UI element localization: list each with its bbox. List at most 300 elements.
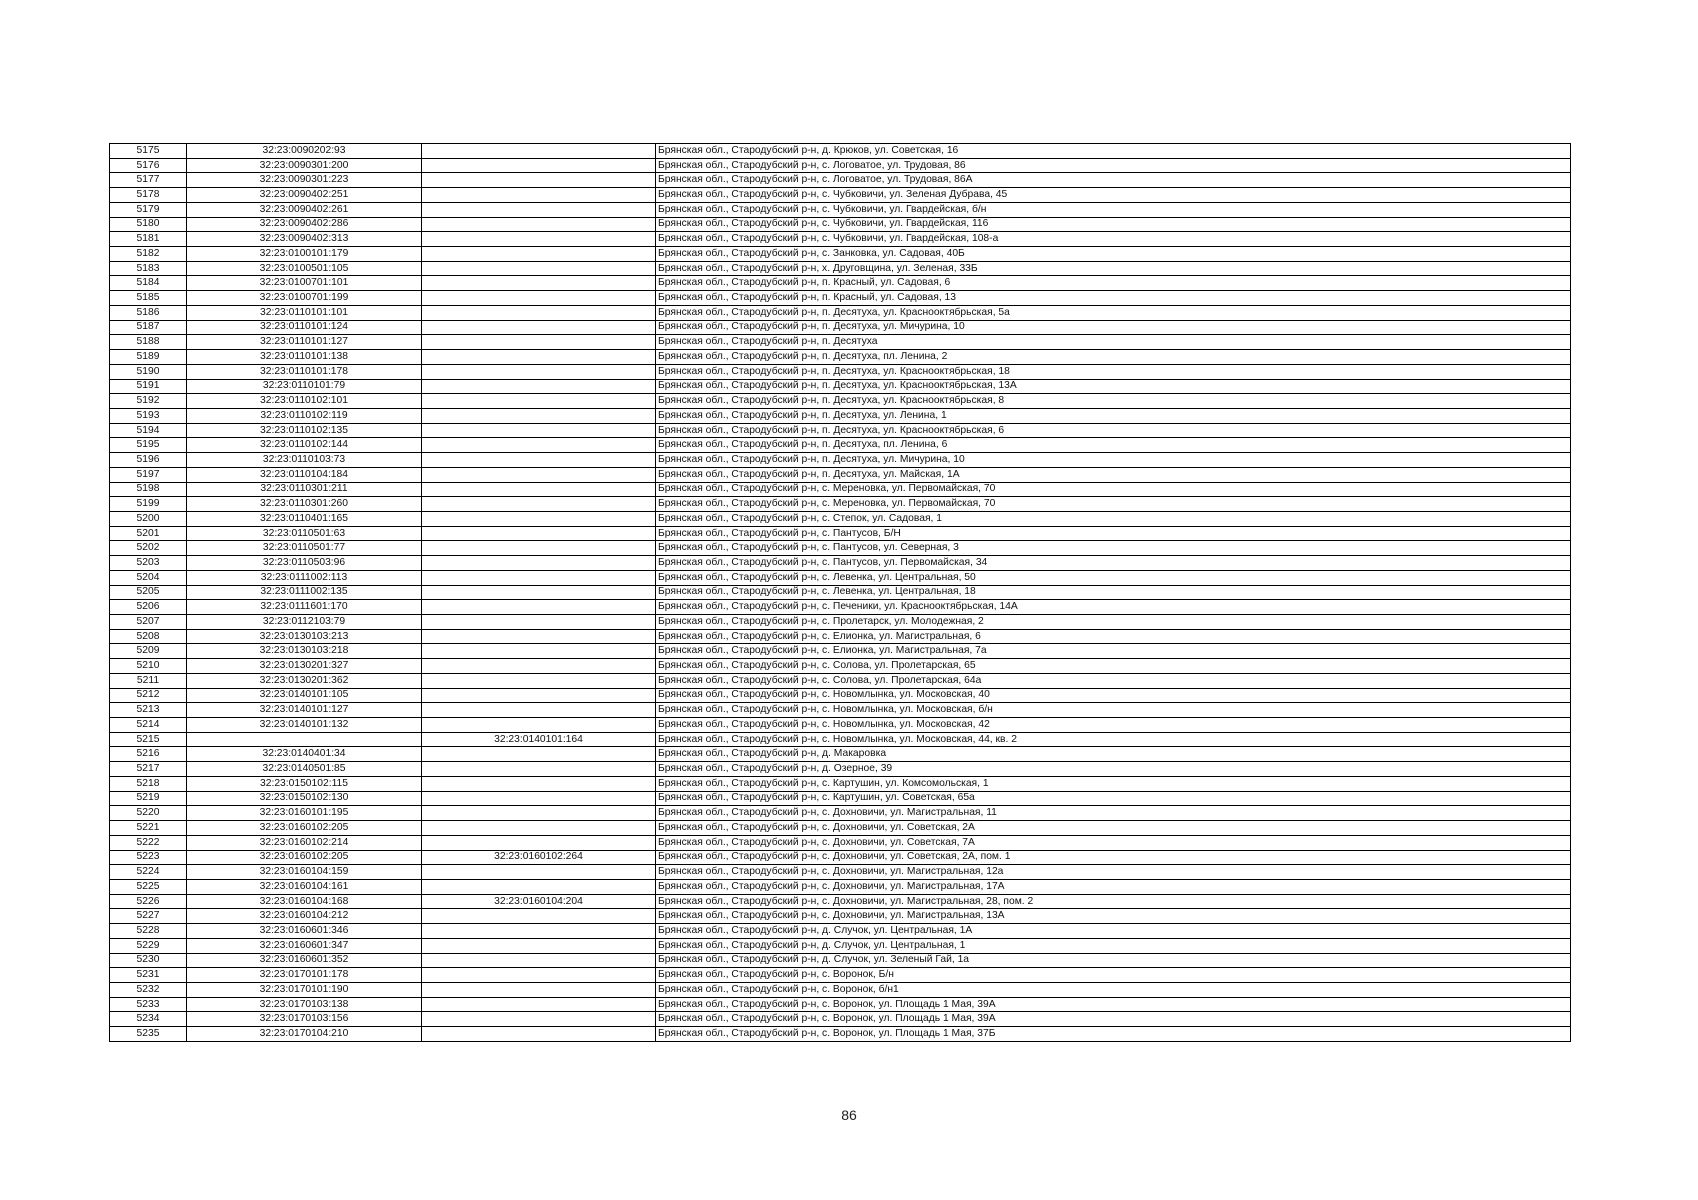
row-number-cell: 5213: [110, 703, 187, 718]
table-row: [110, 305, 1571, 320]
cadastral-number-cell: 32:23:0100101:179: [187, 247, 422, 262]
property-table: [109, 143, 1571, 1042]
table-row: [110, 247, 1571, 262]
row-number-cell: 5217: [110, 762, 187, 777]
room-cadastral-number-cell: [422, 188, 656, 203]
row-number-cell: 5223: [110, 850, 187, 865]
room-cadastral-number-cell: [422, 232, 656, 247]
row-number-cell: 5186: [110, 305, 187, 320]
row-number-cell: 5197: [110, 467, 187, 482]
table-row: [110, 953, 1571, 968]
row-number-cell: 5177: [110, 173, 187, 188]
table-row: [110, 335, 1571, 350]
address-cell: Брянская обл., Стародубский р-н, с. Новомлынка, ул. Московская, 42: [656, 718, 1571, 733]
row-number-cell: 5194: [110, 423, 187, 438]
row-number-cell: 5183: [110, 261, 187, 276]
row-number-cell: 5218: [110, 776, 187, 791]
table-row: [110, 835, 1571, 850]
row-number-cell: 5231: [110, 968, 187, 983]
table-row: [110, 379, 1571, 394]
cadastral-number-cell: 32:23:0090202:93: [187, 144, 422, 159]
table-row: [110, 688, 1571, 703]
room-cadastral-number-cell: [422, 865, 656, 880]
address-cell: Брянская обл., Стародубский р-н, с. Пантусов, ул. Северная, 3: [656, 541, 1571, 556]
row-number-cell: 5230: [110, 953, 187, 968]
cadastral-number-cell: 32:23:0140101:132: [187, 718, 422, 733]
row-number-cell: 5195: [110, 438, 187, 453]
row-number-cell: 5203: [110, 556, 187, 571]
room-cadastral-number-cell: [422, 644, 656, 659]
cadastral-number-cell: 32:23:0130103:218: [187, 644, 422, 659]
table-row: [110, 394, 1571, 409]
table-row: [110, 659, 1571, 674]
row-number-cell: 5191: [110, 379, 187, 394]
table-row: [110, 791, 1571, 806]
table-row: [110, 909, 1571, 924]
address-cell: Брянская обл., Стародубский р-н, с. Дохновичи, ул. Магистральная, 28, пом. 2: [656, 894, 1571, 909]
cadastral-number-cell: 32:23:0100701:101: [187, 276, 422, 291]
row-number-cell: 5228: [110, 924, 187, 939]
address-cell: Брянская обл., Стародубский р-н, п. Десятуха, ул. Краснооктябрьская, 8: [656, 394, 1571, 409]
address-cell: Брянская обл., Стародубский р-н, с. Печеники, ул. Краснооктябрьская, 14А: [656, 600, 1571, 615]
row-number-cell: 5225: [110, 879, 187, 894]
cadastral-number-cell: 32:23:0110301:260: [187, 497, 422, 512]
row-number-cell: 5211: [110, 673, 187, 688]
address-cell: Брянская обл., Стародубский р-н, п. Десятуха, пл. Ленина, 6: [656, 438, 1571, 453]
address-cell: Брянская обл., Стародубский р-н, с. Пантусов, Б/Н: [656, 526, 1571, 541]
room-cadastral-number-cell: [422, 247, 656, 262]
room-cadastral-number-cell: [422, 379, 656, 394]
room-cadastral-number-cell: [422, 806, 656, 821]
address-cell: Брянская обл., Стародубский р-н, с. Чубковичи, ул. Гвардейская, 108-а: [656, 232, 1571, 247]
cadastral-number-cell: 32:23:0160102:214: [187, 835, 422, 850]
table-row: [110, 762, 1571, 777]
address-cell: Брянская обл., Стародубский р-н, с. Картушин, ул. Комсомольская, 1: [656, 776, 1571, 791]
room-cadastral-number-cell: [422, 703, 656, 718]
cadastral-number-cell: 32:23:0160104:161: [187, 879, 422, 894]
address-cell: Брянская обл., Стародубский р-н, с. Воронок, ул. Площадь 1 Мая, 39А: [656, 1012, 1571, 1027]
table-row: [110, 1012, 1571, 1027]
address-cell: Брянская обл., Стародубский р-н, с. Дохновичи, ул. Магистральная, 13А: [656, 909, 1571, 924]
cadastral-number-cell: 32:23:0170103:138: [187, 997, 422, 1012]
cadastral-number-cell: 32:23:0160601:347: [187, 938, 422, 953]
address-cell: Брянская обл., Стародубский р-н, п. Десятуха, ул. Мичурина, 10: [656, 453, 1571, 468]
cadastral-number-cell: 32:23:0090301:200: [187, 158, 422, 173]
table-row: [110, 629, 1571, 644]
room-cadastral-number-cell: [422, 776, 656, 791]
room-cadastral-number-cell: [422, 938, 656, 953]
table-row: [110, 968, 1571, 983]
address-cell: Брянская обл., Стародубский р-н, д. Крюков, ул. Советская, 16: [656, 144, 1571, 159]
row-number-cell: 5175: [110, 144, 187, 159]
room-cadastral-number-cell: [422, 364, 656, 379]
cadastral-number-cell: 32:23:0111002:113: [187, 570, 422, 585]
address-cell: Брянская обл., Стародубский р-н, с. Левенка, ул. Центральная, 50: [656, 570, 1571, 585]
row-number-cell: 5176: [110, 158, 187, 173]
table-row: [110, 894, 1571, 909]
room-cadastral-number-cell: [422, 144, 656, 159]
cadastral-number-cell: 32:23:0110301:211: [187, 482, 422, 497]
cadastral-number-cell: 32:23:0160104:159: [187, 865, 422, 880]
cadastral-number-cell: 32:23:0160102:205: [187, 821, 422, 836]
cadastral-number-cell: 32:23:0111002:135: [187, 585, 422, 600]
cadastral-number-cell: 32:23:0110501:77: [187, 541, 422, 556]
room-cadastral-number-cell: [422, 217, 656, 232]
table-row: [110, 364, 1571, 379]
cadastral-number-cell: 32:23:0111601:170: [187, 600, 422, 615]
address-cell: Брянская обл., Стародубский р-н, с. Мереновка, ул. Первомайская, 70: [656, 497, 1571, 512]
row-number-cell: 5192: [110, 394, 187, 409]
address-cell: Брянская обл., Стародубский р-н, с. Новомлынка, ул. Московская, б/н: [656, 703, 1571, 718]
row-number-cell: 5226: [110, 894, 187, 909]
cadastral-number-cell: 32:23:0090402:251: [187, 188, 422, 203]
table-row: [110, 526, 1571, 541]
cadastral-number-cell: 32:23:0150102:115: [187, 776, 422, 791]
table-row: [110, 747, 1571, 762]
cadastral-number-cell: 32:23:0110101:124: [187, 320, 422, 335]
row-number-cell: 5189: [110, 350, 187, 365]
address-cell: Брянская обл., Стародубский р-н, с. Воронок, ул. Площадь 1 Мая, 39А: [656, 997, 1571, 1012]
table-row: [110, 703, 1571, 718]
cadastral-number-cell: 32:23:0170101:190: [187, 982, 422, 997]
row-number-cell: 5201: [110, 526, 187, 541]
row-number-cell: 5229: [110, 938, 187, 953]
table-row: [110, 497, 1571, 512]
table-row: [110, 556, 1571, 571]
address-cell: Брянская обл., Стародубский р-н, с. Логоватое, ул. Трудовая, 86А: [656, 173, 1571, 188]
room-cadastral-number-cell: [422, 718, 656, 733]
table-row: [110, 217, 1571, 232]
row-number-cell: 5221: [110, 821, 187, 836]
cadastral-number-cell: 32:23:0110501:63: [187, 526, 422, 541]
address-cell: Брянская обл., Стародубский р-н, п. Десятуха, ул. Мичурина, 10: [656, 320, 1571, 335]
room-cadastral-number-cell: [422, 394, 656, 409]
address-cell: Брянская обл., Стародубский р-н, с. Солова, ул. Пролетарская, 65: [656, 659, 1571, 674]
room-cadastral-number-cell: [422, 673, 656, 688]
address-cell: Брянская обл., Стародубский р-н, д. Случок, ул. Зеленый Гай, 1а: [656, 953, 1571, 968]
room-cadastral-number-cell: [422, 158, 656, 173]
table-row: [110, 144, 1571, 159]
table-row: [110, 320, 1571, 335]
cadastral-number-cell: 32:23:0170101:178: [187, 968, 422, 983]
room-cadastral-number-cell: [422, 953, 656, 968]
table-row: [110, 776, 1571, 791]
table-row: [110, 644, 1571, 659]
address-cell: Брянская обл., Стародубский р-н, х. Друговщина, ул. Зеленая, 33Б: [656, 261, 1571, 276]
table-row: [110, 1027, 1571, 1042]
address-cell: Брянская обл., Стародубский р-н, д. Случок, ул. Центральная, 1: [656, 938, 1571, 953]
table-row: [110, 718, 1571, 733]
row-number-cell: 5200: [110, 511, 187, 526]
room-cadastral-number-cell: [422, 335, 656, 350]
address-cell: Брянская обл., Стародубский р-н, п. Десятуха, ул. Краснооктябрьская, 13А: [656, 379, 1571, 394]
cadastral-number-cell: 32:23:0130103:213: [187, 629, 422, 644]
table-row: [110, 202, 1571, 217]
room-cadastral-number-cell: [422, 305, 656, 320]
room-cadastral-number-cell: [422, 570, 656, 585]
row-number-cell: 5185: [110, 291, 187, 306]
row-number-cell: 5206: [110, 600, 187, 615]
table-row: [110, 423, 1571, 438]
room-cadastral-number-cell: [422, 173, 656, 188]
address-cell: Брянская обл., Стародубский р-н, с. Солова, ул. Пролетарская, 64а: [656, 673, 1571, 688]
room-cadastral-number-cell: [422, 688, 656, 703]
cadastral-number-cell: 32:23:0110503:96: [187, 556, 422, 571]
cadastral-number-cell: 32:23:0110101:79: [187, 379, 422, 394]
room-cadastral-number-cell: [422, 982, 656, 997]
address-cell: Брянская обл., Стародубский р-н, с. Елионка, ул. Магистральная, 6: [656, 629, 1571, 644]
address-cell: Брянская обл., Стародубский р-н, п. Красный, ул. Садовая, 6: [656, 276, 1571, 291]
row-number-cell: 5220: [110, 806, 187, 821]
address-cell: Брянская обл., Стародубский р-н, с. Чубковичи, ул. Зеленая Дубрава, 45: [656, 188, 1571, 203]
cadastral-number-cell: 32:23:0110102:101: [187, 394, 422, 409]
table-row: [110, 821, 1571, 836]
cadastral-number-cell: 32:23:0110102:135: [187, 423, 422, 438]
address-cell: Брянская обл., Стародубский р-н, с. Картушин, ул. Советская, 65а: [656, 791, 1571, 806]
cadastral-number-cell: 32:23:0112103:79: [187, 615, 422, 630]
table-row: [110, 806, 1571, 821]
address-cell: Брянская обл., Стародубский р-н, с. Воронок, б/н1: [656, 982, 1571, 997]
row-number-cell: 5209: [110, 644, 187, 659]
address-cell: Брянская обл., Стародубский р-н, с. Воронок, ул. Площадь 1 Мая, 37Б: [656, 1027, 1571, 1042]
cadastral-number-cell: 32:23:0150102:130: [187, 791, 422, 806]
table-row: [110, 541, 1571, 556]
room-cadastral-number-cell: [422, 791, 656, 806]
cadastral-number-cell: 32:23:0170104:210: [187, 1027, 422, 1042]
row-number-cell: 5184: [110, 276, 187, 291]
room-cadastral-number-cell: [422, 320, 656, 335]
table-row: [110, 291, 1571, 306]
cadastral-number-cell: 32:23:0110101:178: [187, 364, 422, 379]
table-row: [110, 261, 1571, 276]
address-cell: Брянская обл., Стародубский р-н, с. Новомлынка, ул. Московская, 44, кв. 2: [656, 732, 1571, 747]
table-row: [110, 924, 1571, 939]
cadastral-number-cell: 32:23:0090402:286: [187, 217, 422, 232]
room-cadastral-number-cell: [422, 909, 656, 924]
room-cadastral-number-cell: [422, 835, 656, 850]
table-row: [110, 879, 1571, 894]
table-row: [110, 732, 1571, 747]
address-cell: Брянская обл., Стародубский р-н, с. Степок, ул. Садовая, 1: [656, 511, 1571, 526]
table-row: [110, 850, 1571, 865]
room-cadastral-number-cell: [422, 747, 656, 762]
room-cadastral-number-cell: [422, 556, 656, 571]
room-cadastral-number-cell: [422, 1012, 656, 1027]
table-row: [110, 467, 1571, 482]
address-cell: Брянская обл., Стародубский р-н, с. Дохновичи, ул. Советская, 7А: [656, 835, 1571, 850]
table-row: [110, 173, 1571, 188]
page-number: 86: [841, 1107, 857, 1123]
row-number-cell: 5188: [110, 335, 187, 350]
row-number-cell: 5207: [110, 615, 187, 630]
table-row: [110, 276, 1571, 291]
address-cell: Брянская обл., Стародубский р-н, д. Озерное, 39: [656, 762, 1571, 777]
cadastral-number-cell: 32:23:0110103:73: [187, 453, 422, 468]
address-cell: Брянская обл., Стародубский р-н, с. Занковка, ул. Садовая, 40Б: [656, 247, 1571, 262]
row-number-cell: 5198: [110, 482, 187, 497]
cadastral-number-cell: 32:23:0140501:85: [187, 762, 422, 777]
room-cadastral-number-cell: [422, 526, 656, 541]
address-cell: Брянская обл., Стародубский р-н, с. Дохновичи, ул. Магистральная, 12а: [656, 865, 1571, 880]
address-cell: Брянская обл., Стародубский р-н, с. Пантусов, ул. Первомайская, 34: [656, 556, 1571, 571]
row-number-cell: 5178: [110, 188, 187, 203]
row-number-cell: 5216: [110, 747, 187, 762]
table-row: [110, 408, 1571, 423]
cadastral-number-cell: 32:23:0110101:138: [187, 350, 422, 365]
cadastral-number-cell: 32:23:0160102:205: [187, 850, 422, 865]
row-number-cell: 5215: [110, 732, 187, 747]
row-number-cell: 5208: [110, 629, 187, 644]
table-row: [110, 997, 1571, 1012]
room-cadastral-number-cell: [422, 291, 656, 306]
row-number-cell: 5180: [110, 217, 187, 232]
room-cadastral-number-cell: [422, 438, 656, 453]
address-cell: Брянская обл., Стародубский р-н, с. Пролетарск, ул. Молодежная, 2: [656, 615, 1571, 630]
table-row: [110, 350, 1571, 365]
cadastral-number-cell: 32:23:0110102:144: [187, 438, 422, 453]
address-cell: Брянская обл., Стародубский р-н, с. Дохновичи, ул. Советская, 2А: [656, 821, 1571, 836]
address-cell: Брянская обл., Стародубский р-н, с. Воронок, Б/н: [656, 968, 1571, 983]
room-cadastral-number-cell: [422, 1027, 656, 1042]
room-cadastral-number-cell: [422, 497, 656, 512]
address-cell: Брянская обл., Стародубский р-н, п. Десятуха, пл. Ленина, 2: [656, 350, 1571, 365]
room-cadastral-number-cell: [422, 202, 656, 217]
cadastral-number-cell: 32:23:0090402:261: [187, 202, 422, 217]
address-cell: Брянская обл., Стародубский р-н, с. Чубковичи, ул. Гвардейская, 116: [656, 217, 1571, 232]
room-cadastral-number-cell: [422, 350, 656, 365]
address-cell: Брянская обл., Стародубский р-н, с. Елионка, ул. Магистральная, 7а: [656, 644, 1571, 659]
cadastral-number-cell: [187, 732, 422, 747]
cadastral-number-cell: 32:23:0160101:195: [187, 806, 422, 821]
address-cell: Брянская обл., Стародубский р-н, с. Логоватое, ул. Трудовая, 86: [656, 158, 1571, 173]
row-number-cell: 5232: [110, 982, 187, 997]
table-row: [110, 600, 1571, 615]
cadastral-number-cell: 32:23:0090301:223: [187, 173, 422, 188]
cadastral-number-cell: 32:23:0160104:212: [187, 909, 422, 924]
table-row: [110, 188, 1571, 203]
room-cadastral-number-cell: [422, 261, 656, 276]
address-cell: Брянская обл., Стародубский р-н, д. Макаровка: [656, 747, 1571, 762]
table-row: [110, 865, 1571, 880]
address-cell: Брянская обл., Стародубский р-н, п. Десятуха, ул. Краснооктябрьская, 18: [656, 364, 1571, 379]
cadastral-number-cell: 32:23:0090402:313: [187, 232, 422, 247]
address-cell: Брянская обл., Стародубский р-н, с. Дохновичи, ул. Магистральная, 11: [656, 806, 1571, 821]
row-number-cell: 5193: [110, 408, 187, 423]
cadastral-number-cell: 32:23:0170103:156: [187, 1012, 422, 1027]
address-cell: Брянская обл., Стародубский р-н, с. Дохновичи, ул. Магистральная, 17А: [656, 879, 1571, 894]
room-cadastral-number-cell: [422, 408, 656, 423]
address-cell: Брянская обл., Стародубский р-н, д. Случок, ул. Центральная, 1А: [656, 924, 1571, 939]
table-row: [110, 938, 1571, 953]
property-table-body: [110, 144, 1571, 1042]
row-number-cell: 5187: [110, 320, 187, 335]
cadastral-number-cell: 32:23:0160104:168: [187, 894, 422, 909]
cadastral-number-cell: 32:23:0110102:119: [187, 408, 422, 423]
room-cadastral-number-cell: [422, 453, 656, 468]
cadastral-number-cell: 32:23:0140101:127: [187, 703, 422, 718]
row-number-cell: 5222: [110, 835, 187, 850]
table-row: [110, 673, 1571, 688]
address-cell: Брянская обл., Стародубский р-н, п. Десятуха, ул. Майская, 1А: [656, 467, 1571, 482]
address-cell: Брянская обл., Стародубский р-н, с. Мереновка, ул. Первомайская, 70: [656, 482, 1571, 497]
cadastral-number-cell: 32:23:0160601:352: [187, 953, 422, 968]
room-cadastral-number-cell: [422, 924, 656, 939]
row-number-cell: 5227: [110, 909, 187, 924]
row-number-cell: 5233: [110, 997, 187, 1012]
cadastral-number-cell: 32:23:0100501:105: [187, 261, 422, 276]
row-number-cell: 5212: [110, 688, 187, 703]
room-cadastral-number-cell: [422, 511, 656, 526]
row-number-cell: 5202: [110, 541, 187, 556]
cadastral-number-cell: 32:23:0130201:362: [187, 673, 422, 688]
table-row: [110, 615, 1571, 630]
table-row: [110, 232, 1571, 247]
address-cell: Брянская обл., Стародубский р-н, с. Новомлынка, ул. Московская, 40: [656, 688, 1571, 703]
room-cadastral-number-cell: [422, 997, 656, 1012]
address-cell: Брянская обл., Стародубский р-н, п. Десятуха: [656, 335, 1571, 350]
room-cadastral-number-cell: [422, 467, 656, 482]
row-number-cell: 5182: [110, 247, 187, 262]
address-cell: Брянская обл., Стародубский р-н, с. Дохновичи, ул. Советская, 2А, пом. 1: [656, 850, 1571, 865]
address-cell: Брянская обл., Стародубский р-н, с. Чубковичи, ул. Гвардейская, б/н: [656, 202, 1571, 217]
row-number-cell: 5196: [110, 453, 187, 468]
row-number-cell: 5205: [110, 585, 187, 600]
row-number-cell: 5235: [110, 1027, 187, 1042]
row-number-cell: 5190: [110, 364, 187, 379]
row-number-cell: 5179: [110, 202, 187, 217]
cadastral-number-cell: 32:23:0110101:101: [187, 305, 422, 320]
row-number-cell: 5234: [110, 1012, 187, 1027]
address-cell: Брянская обл., Стародубский р-н, п. Красный, ул. Садовая, 13: [656, 291, 1571, 306]
room-cadastral-number-cell: 32:23:0160104:204: [422, 894, 656, 909]
row-number-cell: 5210: [110, 659, 187, 674]
room-cadastral-number-cell: [422, 541, 656, 556]
row-number-cell: 5224: [110, 865, 187, 880]
cadastral-number-cell: 32:23:0140101:105: [187, 688, 422, 703]
table-row: [110, 511, 1571, 526]
address-cell: Брянская обл., Стародубский р-н, п. Десятуха, ул. Краснооктябрьская, 6: [656, 423, 1571, 438]
address-cell: Брянская обл., Стародубский р-н, п. Десятуха, ул. Ленина, 1: [656, 408, 1571, 423]
table-row: [110, 158, 1571, 173]
cadastral-number-cell: 32:23:0110101:127: [187, 335, 422, 350]
row-number-cell: 5199: [110, 497, 187, 512]
room-cadastral-number-cell: [422, 821, 656, 836]
cadastral-number-cell: 32:23:0160601:346: [187, 924, 422, 939]
address-cell: Брянская обл., Стародубский р-н, п. Десятуха, ул. Краснооктябрьская, 5а: [656, 305, 1571, 320]
room-cadastral-number-cell: [422, 968, 656, 983]
room-cadastral-number-cell: [422, 659, 656, 674]
room-cadastral-number-cell: [422, 762, 656, 777]
table-row: [110, 982, 1571, 997]
cadastral-number-cell: 32:23:0130201:327: [187, 659, 422, 674]
cadastral-number-cell: 32:23:0100701:199: [187, 291, 422, 306]
room-cadastral-number-cell: [422, 879, 656, 894]
table-row: [110, 482, 1571, 497]
cadastral-number-cell: 32:23:0110401:165: [187, 511, 422, 526]
room-cadastral-number-cell: 32:23:0140101:164: [422, 732, 656, 747]
room-cadastral-number-cell: [422, 482, 656, 497]
row-number-cell: 5214: [110, 718, 187, 733]
table-row: [110, 453, 1571, 468]
row-number-cell: 5204: [110, 570, 187, 585]
room-cadastral-number-cell: [422, 276, 656, 291]
table-row: [110, 438, 1571, 453]
row-number-cell: 5219: [110, 791, 187, 806]
table-row: [110, 570, 1571, 585]
cadastral-number-cell: 32:23:0140401:34: [187, 747, 422, 762]
room-cadastral-number-cell: [422, 585, 656, 600]
room-cadastral-number-cell: 32:23:0160102:264: [422, 850, 656, 865]
